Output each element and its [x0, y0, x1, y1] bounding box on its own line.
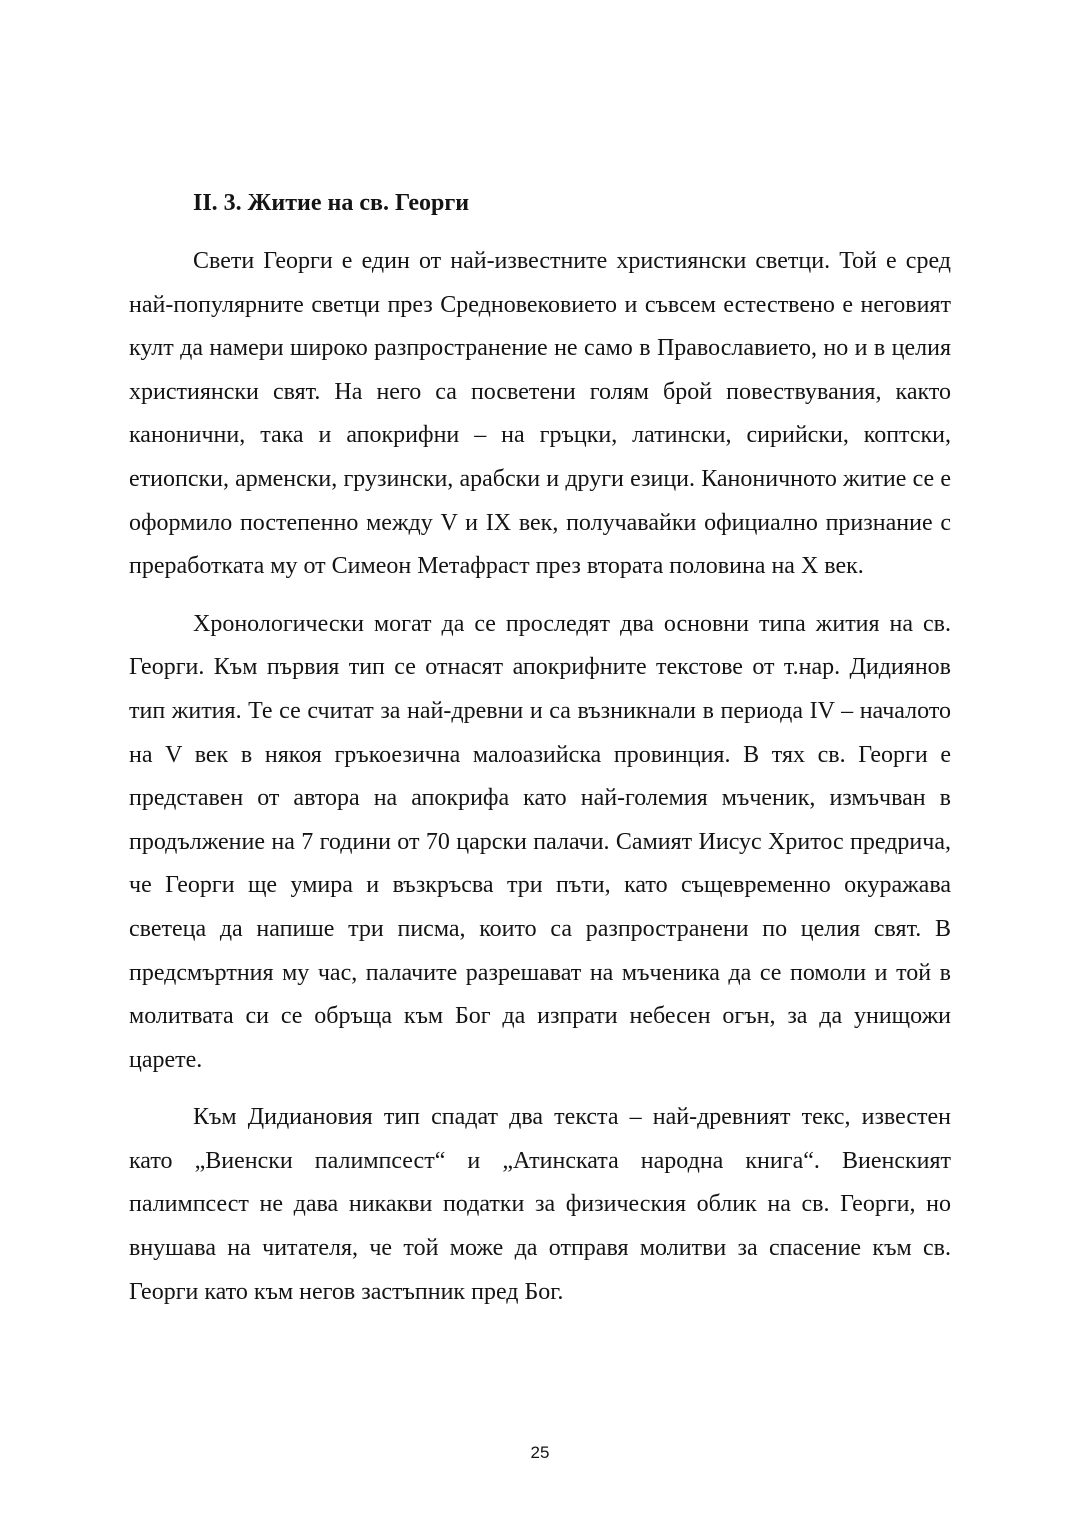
paragraph-1: Свети Георги е един от най-известните християнски светци. Той е сред най-популярните светци през Средновековието и съвсем естествено е неговият култ да намери широко разпространение не само в Православието, но и в целия християнски свят. На него са посветени голям брой повествувания, както канонични, така и апокрифни – на гръцки, латински, сирийски, коптски, етиопски, арменски, грузински, арабски и други езици. Каноничното житие се е оформило постепенно между V и IX век, получавайки официално признание с преработката му от Симеон Метафраст през втората половина на X век. [129, 248, 951, 580]
section-heading: II. 3. Житие на св. Георги [193, 190, 470, 216]
page-number: 25 [530, 1443, 550, 1462]
body-text [129, 240, 951, 1328]
paragraph-3: Към Дидиановия тип спадат два текста – най-древният текс, известен като „Виенски палимпсест“ и „Атинската народна книга“. Виенският палимпсест не дава никакви податки за физическия облик на св. Георги, но внушава на читателя, че той може да отправя молитви за спасение към св. Георги като към негов застъпник пред Бог. [129, 1104, 951, 1305]
paragraph-2: Хронологически могат да се проследят два основни типа жития на св. Георги. Към първия тип се отнасят апокрифните текстове от т.нар. Дидиянов тип жития. Те се считат за най-древни и са възникнали в периода IV – началото на V век в някоя гръкоезична малоазийска провинция. В тях св. Георги е представен от автора на апокрифа като най-големия мъченик, измъчван в продължение на 7 години от 70 царски палачи. Самият Иисус Хритос предрича, че Георги ще умира и възкръсва три пъти, като същевременно окуражава светеца да напише три писма, които са разпространени по целия свят. В предсмъртния му час, палачите разрешават на мъченика да се помоли и той в молитвата си се обръща към Бог да изпрати небесен огън, за да унищожи царете. [129, 610, 951, 1073]
